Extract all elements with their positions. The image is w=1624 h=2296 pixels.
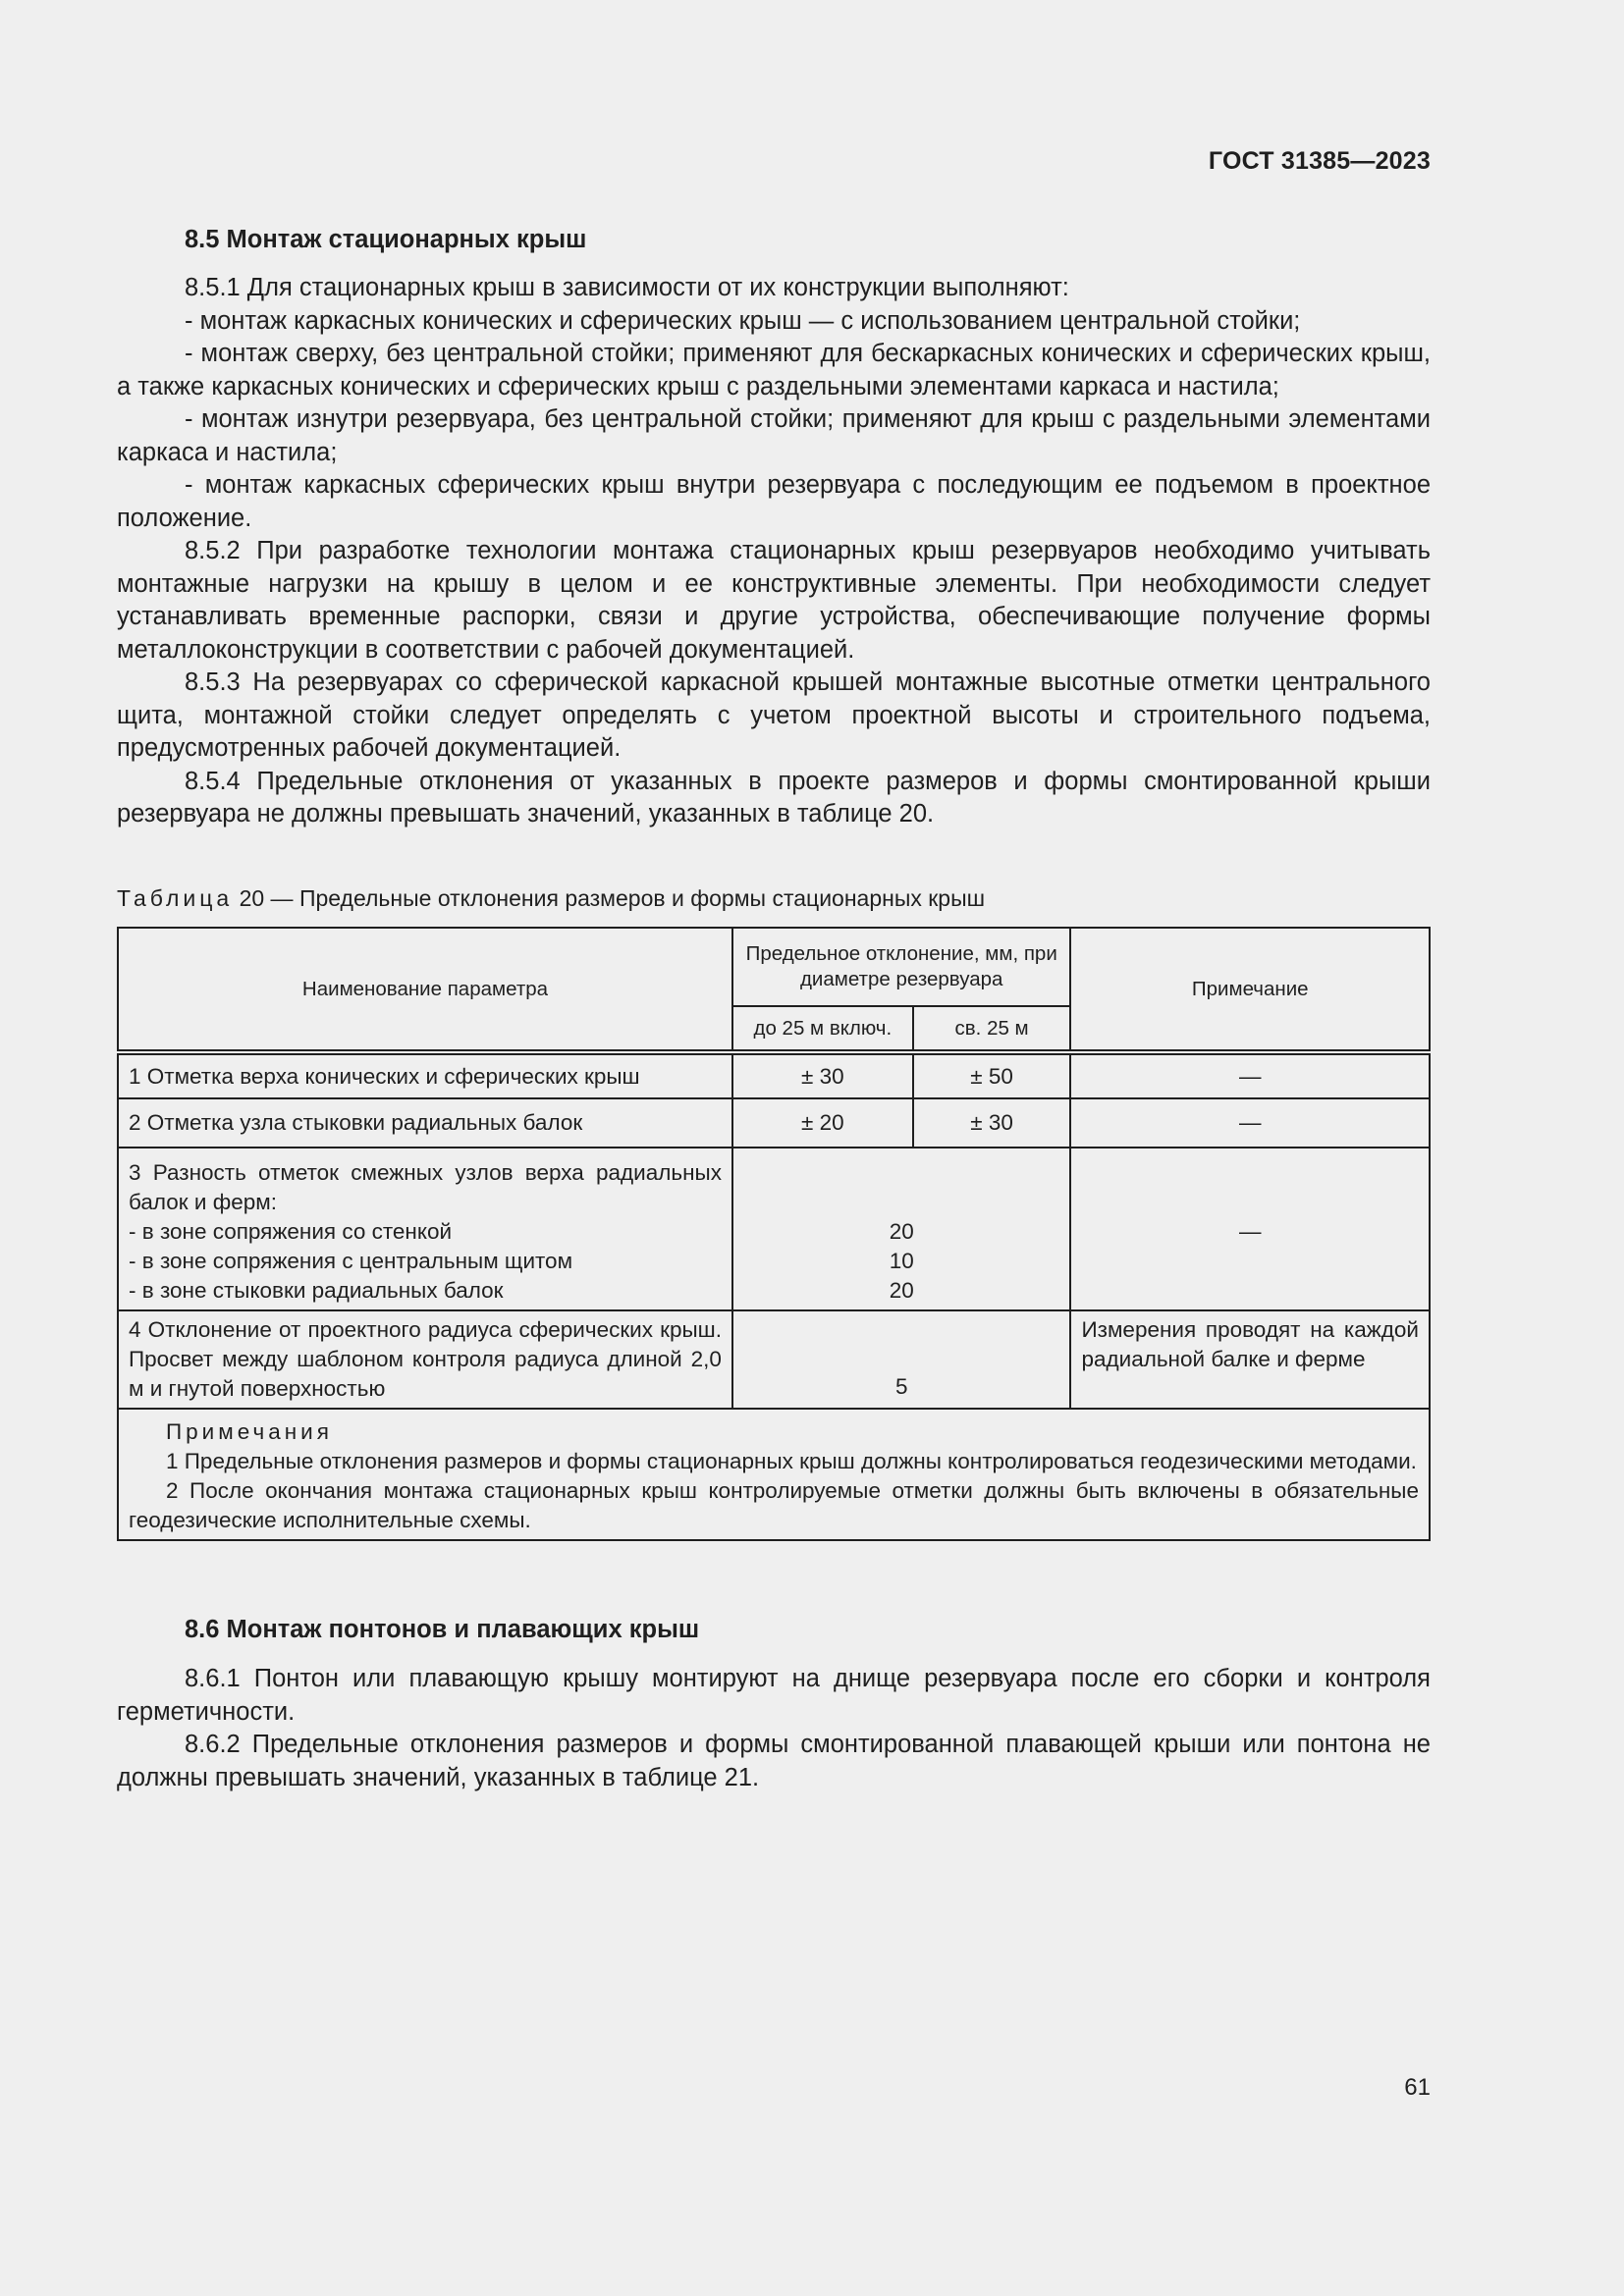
notes-title: Примечания [166,1419,333,1444]
page-number: 61 [1404,2074,1431,2101]
table-notes-row [118,1409,1430,1540]
section-8-5-body [117,272,1431,831]
section-8-6 [117,1616,1431,1644]
paragraph: 8.5.4 Предельные отклонения от указанных в проекте размеров и формы смонтированной крыши резервуара не должны превышать значений, указанных в таблице 20. [117,767,1431,828]
param-cell: 4 Отклонение от проектного радиуса сферических крыш. Просвет между шаблоном контроля радиуса длиной 2,0 м и гнутой поверхностью [118,1310,732,1409]
header-diameter-over-25: св. 25 м [913,1006,1071,1052]
note-cell: Измерения проводят на каждой радиальной балке и ферме [1070,1310,1430,1409]
note-cell: — [1070,1148,1430,1310]
param-line: - в зоне сопряжения со стенкой [129,1219,453,1244]
table-row [118,1310,1430,1409]
standard-code: ГОСТ 31385—2023 [1208,147,1431,175]
bullet-item: - монтаж каркасных конических и сферических крыш — с использованием центральной стойки; [185,306,1301,335]
note-cell: — [1070,1052,1430,1098]
table-20 [117,927,1431,1541]
header-deviation: Предельное отклонение, мм, при диаметре резервуара [732,928,1071,1006]
table-row [118,1052,1430,1098]
table-caption [117,885,1431,912]
header-note: Примечание [1070,928,1430,1052]
header-parameter: Наименование параметра [118,928,732,1052]
value-cell [732,1148,1071,1310]
bullet-item: - монтаж сверху, без центральной стойки; применяют для бескаркасных конических и сферических крыш, а также каркасных конических и сферических крыш с раздельными элементами каркаса и настила; [117,340,1431,400]
bullet-item: - монтаж каркасных сферических крыш внутри резервуара с последующим ее подъемом в проектное положение. [117,471,1431,532]
section-8-6-body [117,1663,1431,1794]
paragraph: 8.6.2 Предельные отклонения размеров и формы смонтированной плавающей крыши или понтона не должны превышать значений, указанных в таблице 21. [117,1731,1431,1791]
bullet-item: - монтаж изнутри резервуара, без центральной стойки; применяют для крыш с раздельными элементами каркаса и настила; [117,405,1431,466]
param-line: - в зоне сопряжения с центральным щитом [129,1249,573,1273]
note-cell: — [1070,1098,1430,1148]
paragraph: 8.5.1 Для стационарных крыш в зависимости от их конструкции выполняют: [185,274,1069,301]
paragraph: 8.6.1 Понтон или плавающую крышу монтируют на днище резервуара после его сборки и контроля герметичности. [117,1665,1431,1726]
value-cell: ± 50 [913,1052,1071,1098]
param-cell: 1 Отметка верха конических и сферических крыш [118,1052,732,1098]
value-line: 20 [889,1278,914,1303]
param-cell [118,1148,732,1310]
paragraph: 8.5.3 На резервуарах со сферической каркасной крышей монтажные высотные отметки центрального щита, монтажной стойки следует определять с учетом проектной высоты и строительного подъема, предусмотренных рабочей документацией. [117,668,1431,762]
table-notes [118,1409,1430,1540]
paragraph: 8.5.2 При разработке технологии монтажа стационарных крыш резервуаров необходимо учитывать монтажные нагрузки на крышу в целом и ее конструктивные элементы. При необходимости следует устанавливать временные распорки, связи и другие устройства, обеспечивающие получение формы металлоконструкции в соответствии с рабочей документацией. [117,537,1431,664]
value-cell: 5 [732,1310,1071,1409]
note-item: 2 После окончания монтажа стационарных крыш контролируемые отметки должны быть включены в обязательные геодезические исполнительные схемы. [129,1478,1419,1532]
section-8-5 [117,226,1431,254]
section-heading: 8.6 Монтаж понтонов и плавающих крыш [185,1616,700,1643]
param-line: 3 Разность отметок смежных узлов верха радиальных балок и ферм: [129,1160,722,1214]
table-caption-word: Таблица [117,885,234,911]
value-line: 20 [889,1219,914,1244]
value-cell: ± 30 [732,1052,913,1098]
header-diameter-upto-25: до 25 м включ. [732,1006,913,1052]
value-line: 10 [889,1249,914,1273]
table-caption-text: 20 — Предельные отклонения размеров и формы стационарных крыш [239,885,986,911]
table-row [118,1148,1430,1310]
value-cell: ± 30 [913,1098,1071,1148]
note-item: 1 Предельные отклонения размеров и формы стационарных крыш должны контролироваться геодезическими методами. [166,1449,1417,1473]
value-cell: ± 20 [732,1098,913,1148]
table-row [118,1098,1430,1148]
param-cell: 2 Отметка узла стыковки радиальных балок [118,1098,732,1148]
param-line: - в зоне стыковки радиальных балок [129,1278,504,1303]
section-heading: 8.5 Монтаж стационарных крыш [185,226,587,253]
